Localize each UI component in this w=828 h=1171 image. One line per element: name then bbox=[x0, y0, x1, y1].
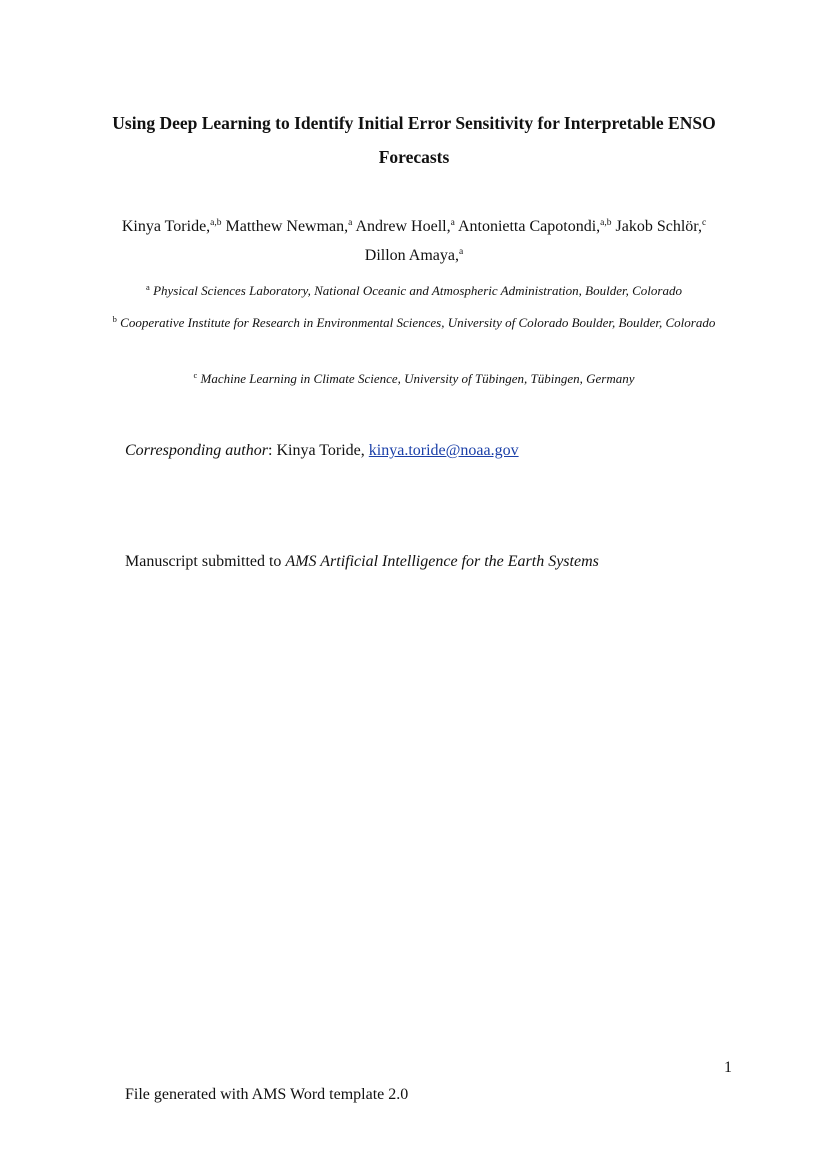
submission-prefix: Manuscript submitted to bbox=[125, 553, 286, 570]
affiliation-text: Machine Learning in Climate Science, University of Tübingen, Tübingen, Germany bbox=[200, 371, 635, 386]
affiliation-mark: a bbox=[146, 282, 150, 292]
author-name: Andrew Hoell, bbox=[355, 218, 451, 235]
corresponding-author bbox=[125, 438, 519, 464]
email-link[interactable]: kinya.toride@noaa.gov bbox=[368, 442, 519, 459]
journal-name: AMS Artificial Intelligence for the Earth Systems bbox=[285, 553, 599, 570]
paper-title: Using Deep Learning to Identify Initial Error Sensitivity for Interpretable ENSO Forecasts bbox=[112, 113, 716, 167]
corresponding-author-name: Kinya Toride, bbox=[276, 442, 369, 459]
author-list bbox=[60, 212, 768, 270]
author-affiliation-mark: c bbox=[701, 218, 707, 228]
author-name: Matthew Newman, bbox=[225, 218, 349, 235]
page-number: 1 bbox=[724, 1059, 732, 1076]
author-affiliation-mark: a bbox=[450, 218, 455, 228]
affiliation-b bbox=[60, 311, 768, 335]
author-affiliation-mark: a,b bbox=[600, 218, 612, 228]
affiliation-c bbox=[60, 367, 768, 391]
author-name: Kinya Toride, bbox=[121, 218, 211, 235]
affiliation-text: Physical Sciences Laboratory, National Oceanic and Atmospheric Administration, Boulder, Colorado bbox=[153, 283, 682, 298]
author-name: Dillon Amaya, bbox=[364, 247, 459, 264]
author-name: Antonietta Capotondi, bbox=[457, 218, 601, 235]
affiliation-text: Cooperative Institute for Research in Environmental Sciences, University of Colorado Boulder, Boulder, Colorado bbox=[120, 315, 716, 330]
corresponding-separator: : bbox=[267, 442, 277, 459]
corresponding-author-label: Corresponding author bbox=[125, 442, 268, 459]
template-footer: File generated with AMS Word template 2.0 bbox=[125, 1086, 409, 1103]
affiliation-mark: b bbox=[112, 314, 117, 324]
author-affiliation-mark: a,b bbox=[210, 218, 222, 228]
affiliation-mark: c bbox=[193, 370, 198, 380]
author-affiliation-mark: a bbox=[459, 247, 464, 257]
affiliation-a bbox=[60, 279, 768, 303]
submission-note bbox=[125, 549, 599, 575]
author-name: Jakob Schlör, bbox=[615, 218, 702, 235]
author-affiliation-mark: a bbox=[348, 218, 353, 228]
